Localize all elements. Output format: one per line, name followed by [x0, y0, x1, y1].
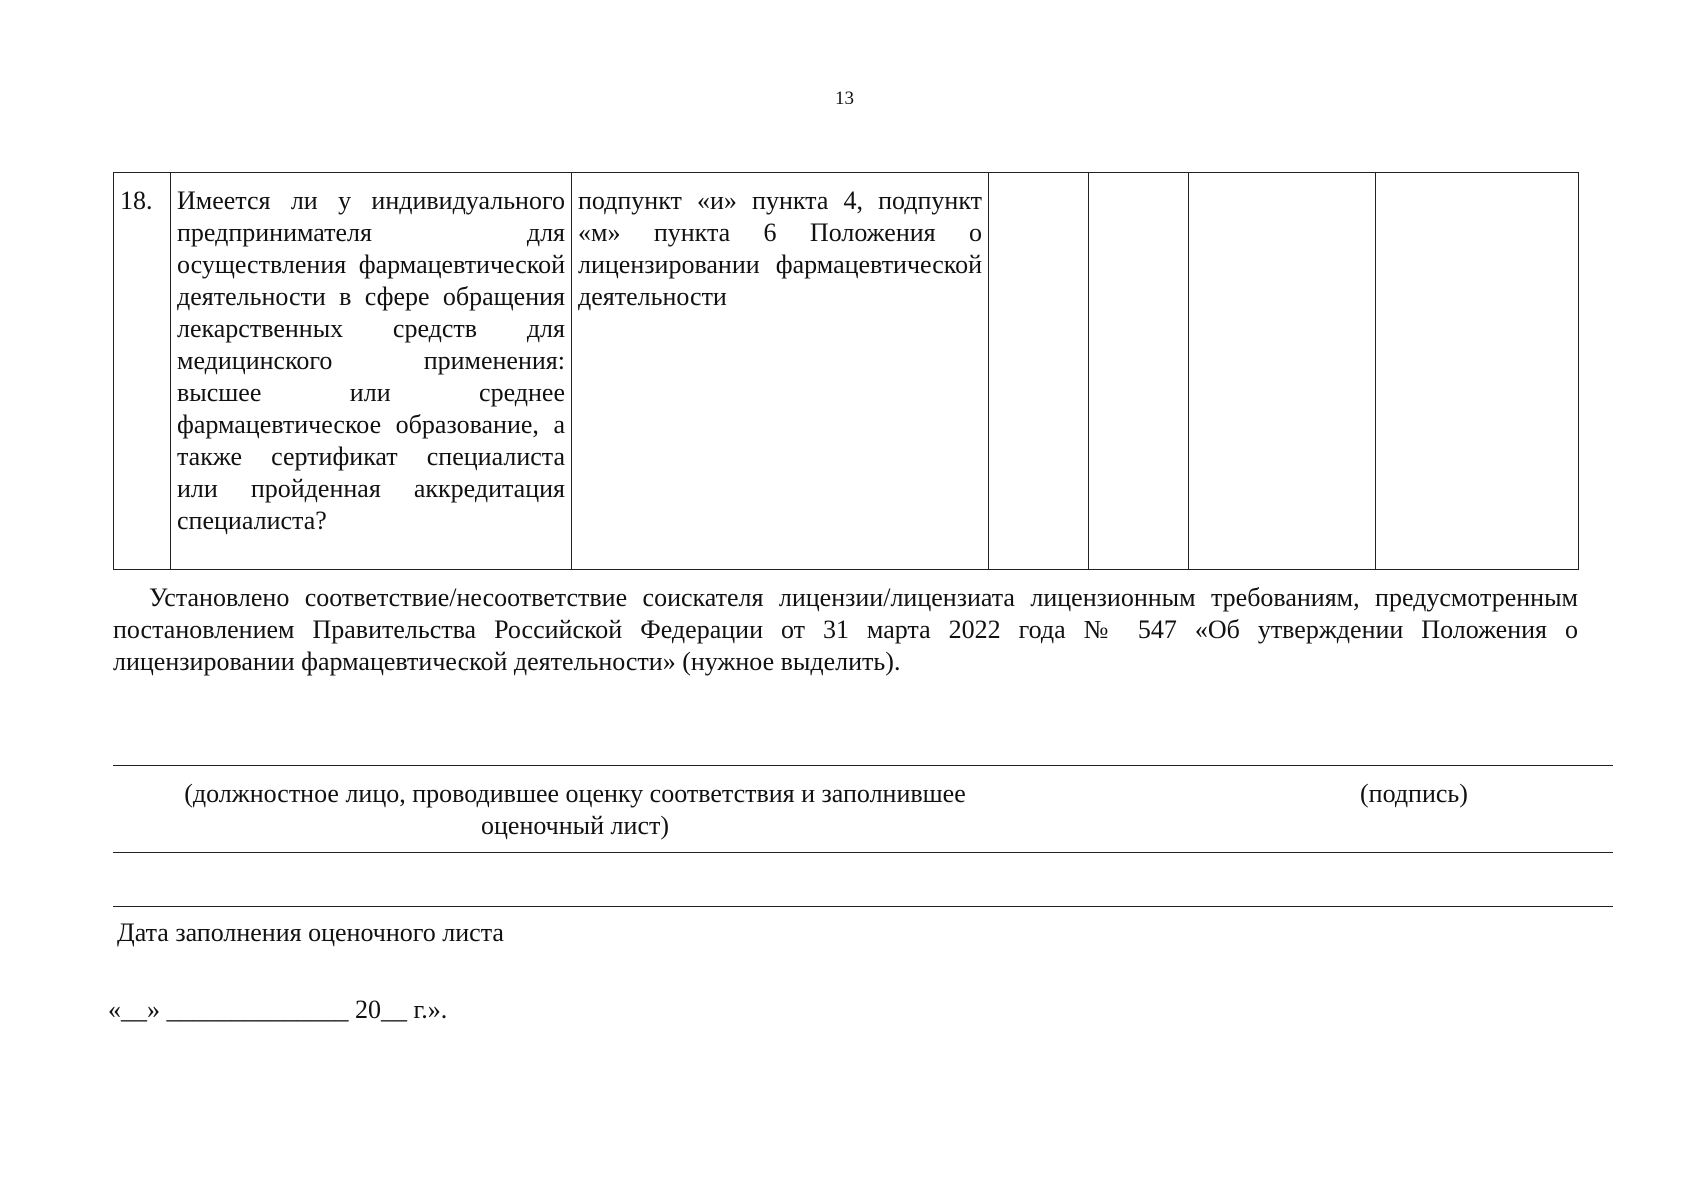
requirements-table — [113, 172, 1579, 570]
row-cell-4 — [989, 173, 1089, 570]
row-cell-5 — [1089, 173, 1189, 570]
row-cell-6 — [1189, 173, 1376, 570]
date-template: «__» ______________ 20__ г.». — [108, 995, 448, 1024]
row-number: 18. — [114, 173, 171, 570]
separator-line — [113, 852, 1613, 853]
row-cell-7 — [1376, 173, 1579, 570]
signature-line — [113, 765, 1613, 766]
conclusion-paragraph: Установлено соответствие/несоответствие соискателя лицензии/лицензиата лицензионным требованиям, предусмотренным постановлением Правительства Российской Федерации от 31 марта 2022 года № 547 «Об утверждении Положения о лицензировании фармацевтической деятельности» (нужное выделить). — [113, 583, 1578, 676]
table-row — [114, 173, 1579, 570]
official-label: (должностное лицо, проводившее оценку соответствия и заполнившее оценочный лист) — [184, 779, 966, 840]
date-label: Дата заполнения оценочного листа — [117, 918, 504, 947]
page-number: 13 — [835, 88, 854, 109]
separator-line — [113, 906, 1613, 907]
signature-label: (подпись) — [1360, 779, 1468, 808]
row-question: Имеется ли у индивидуального предпринимателя для осуществления фармацевтической деятельности в сфере обращения лекарственных средств для медицинского применения: высшее или среднее фармацевтическое образование, а также сертификат специалиста или пройденная аккредитация специалиста? — [171, 173, 572, 570]
row-legal-basis: подпункт «и» пункта 4, подпункт «м» пункта 6 Положения о лицензировании фармацевтической деятельности — [572, 173, 989, 570]
